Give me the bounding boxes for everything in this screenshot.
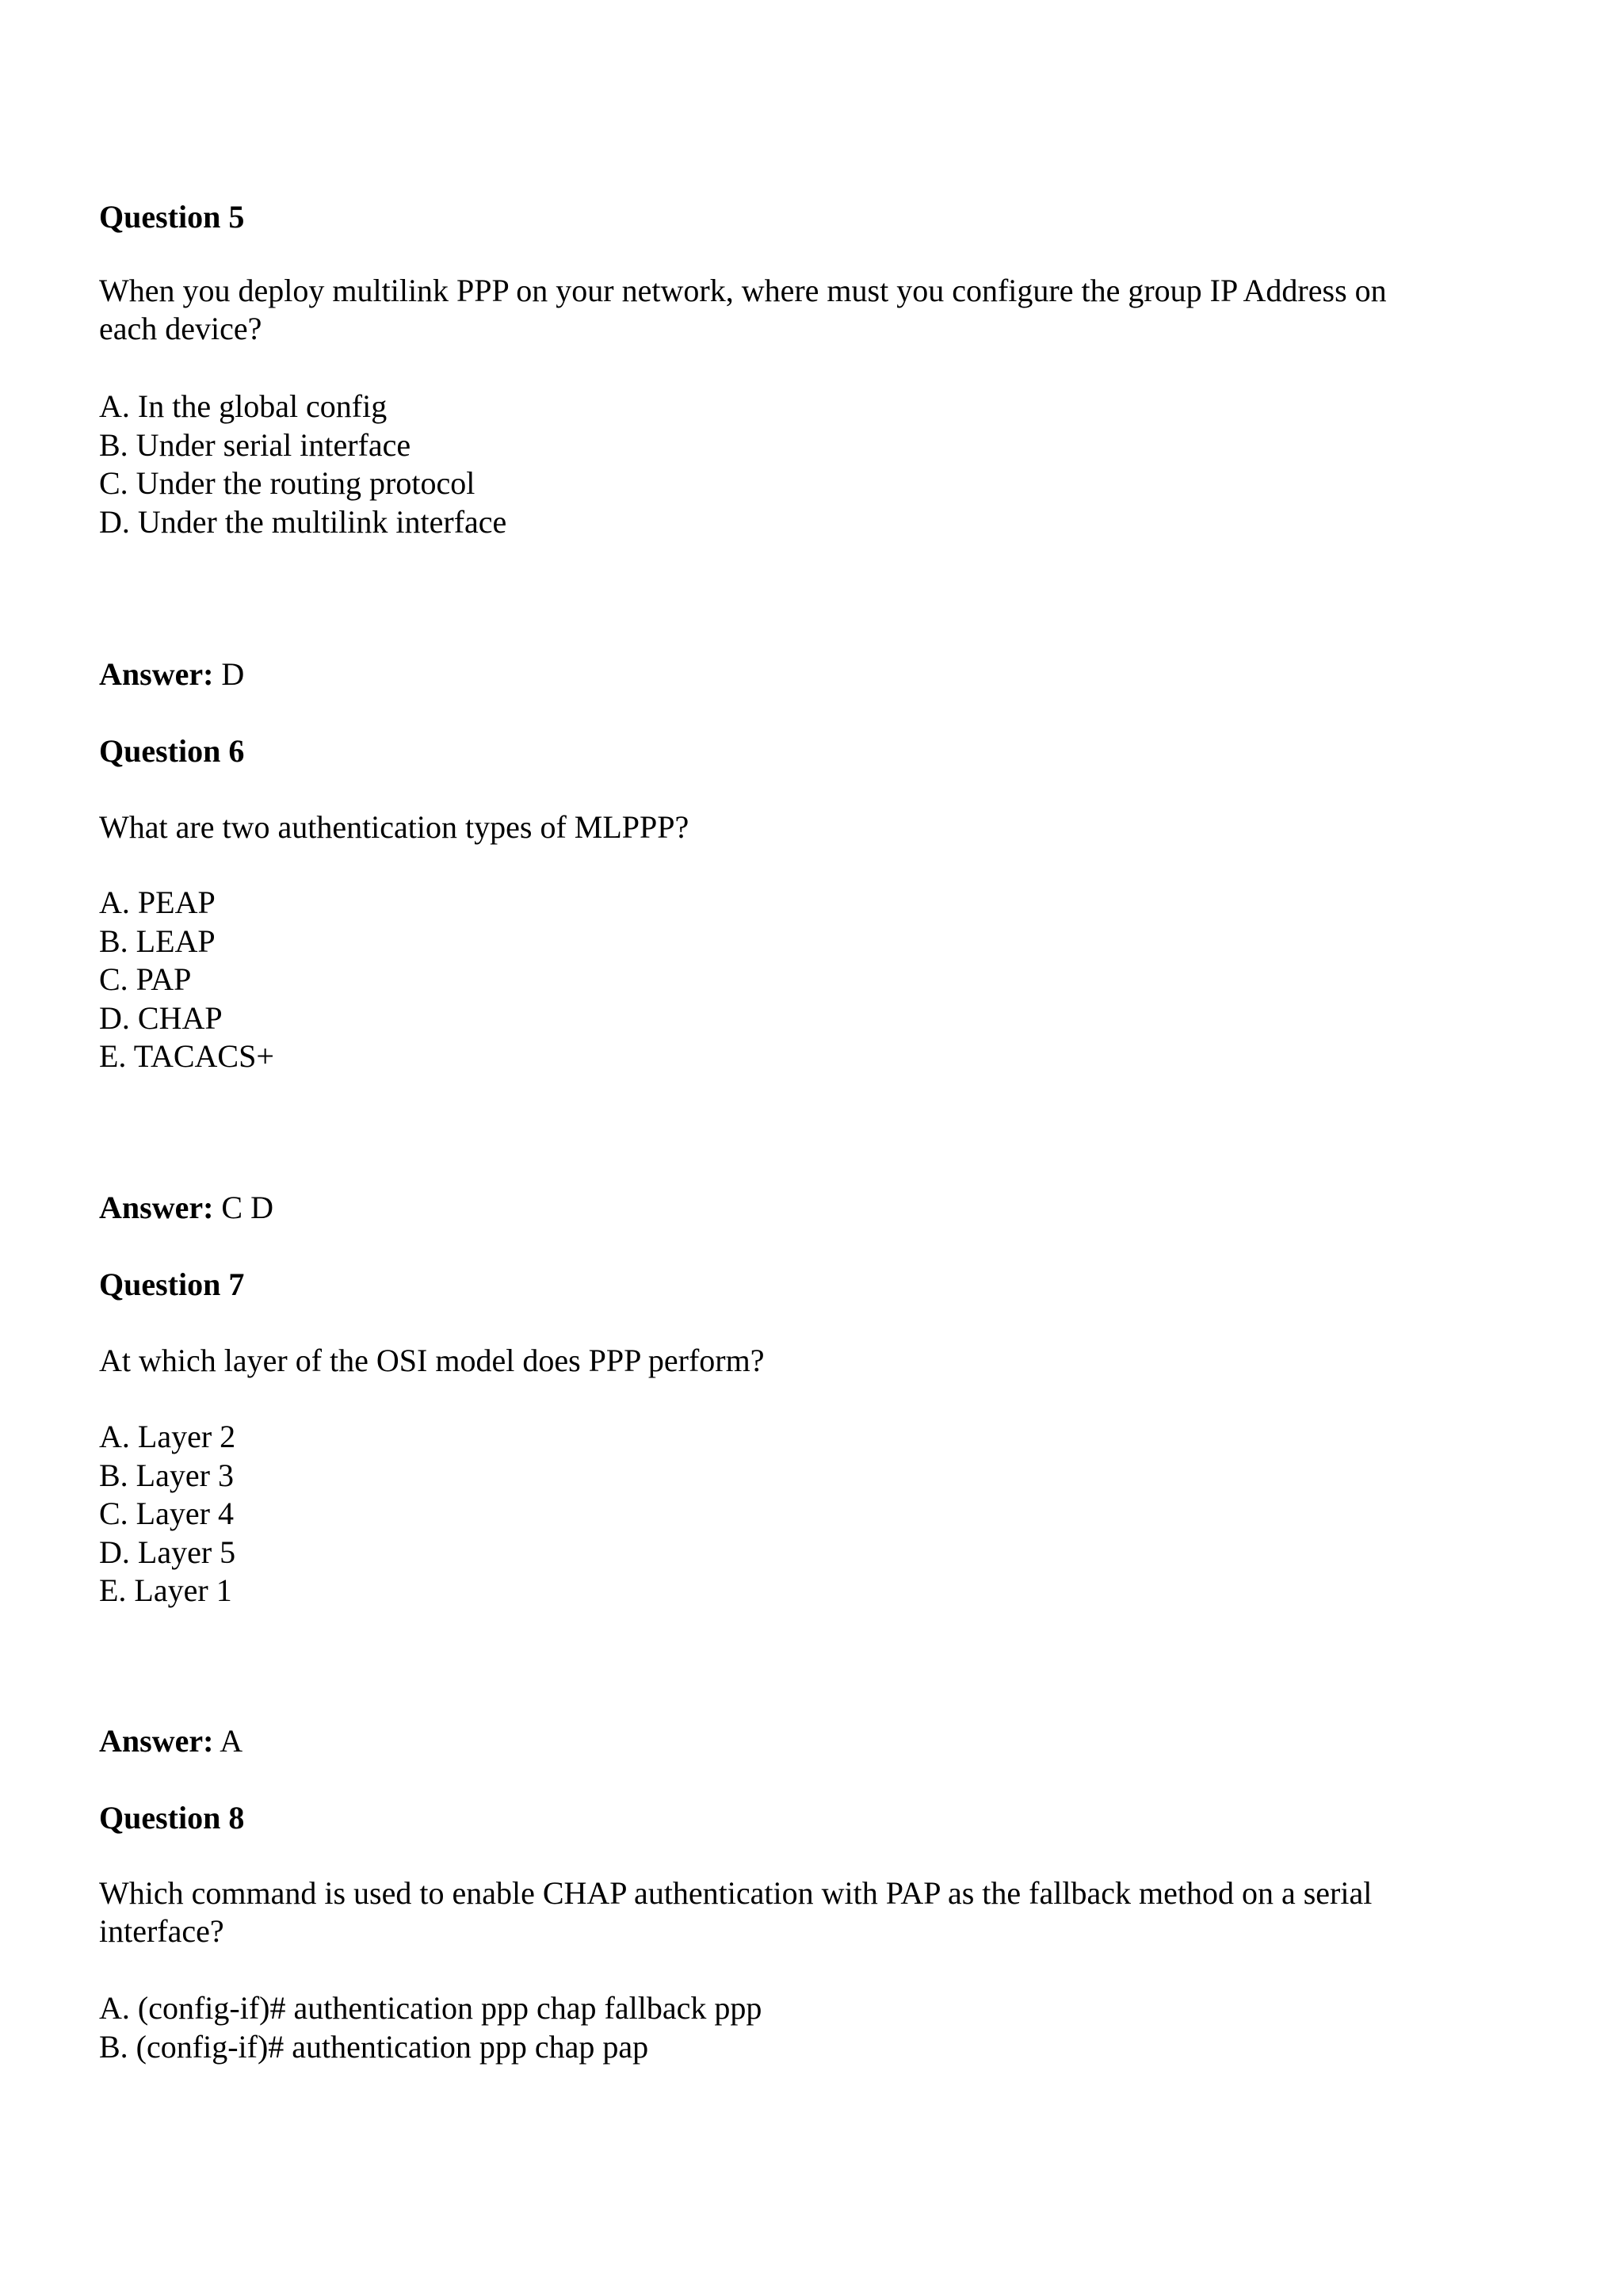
option-d: D. Layer 5 bbox=[99, 1534, 236, 1570]
option-e: E. Layer 1 bbox=[99, 1572, 232, 1608]
option-a: A. Layer 2 bbox=[99, 1419, 236, 1454]
option-c: C. PAP bbox=[99, 961, 192, 997]
option-b: B. (config-if)# authentication ppp chap pap bbox=[99, 2028, 649, 2065]
answer-value: A bbox=[220, 1723, 243, 1759]
answer-label: Answer: bbox=[99, 1723, 214, 1759]
option-c: C. Layer 4 bbox=[99, 1496, 234, 1531]
question-8-title: Question 8 bbox=[99, 1800, 245, 1836]
option-a: A. (config-if)# authentication ppp chap fallback ppp bbox=[99, 1990, 762, 2026]
question-5-text: When you deploy multilink PPP on your network, where must you configure the group IP Address on each device? bbox=[99, 273, 1387, 346]
option-e: E. TACACS+ bbox=[99, 1038, 274, 1074]
question-6-options bbox=[99, 884, 1446, 1076]
question-5-answer bbox=[99, 655, 1446, 693]
option-a: A. PEAP bbox=[99, 884, 216, 920]
question-5-options bbox=[99, 388, 1446, 541]
option-c: C. Under the routing protocol bbox=[99, 465, 475, 501]
answer-label: Answer: bbox=[99, 656, 214, 692]
option-d: D. CHAP bbox=[99, 999, 223, 1036]
question-7-options bbox=[99, 1418, 1446, 1610]
question-6-text: What are two authentication types of MLPPP? bbox=[99, 809, 689, 845]
option-a: A. In the global config bbox=[99, 388, 388, 424]
question-8-options bbox=[99, 1989, 1446, 2066]
option-b: B. LEAP bbox=[99, 923, 216, 959]
question-7-text: At which layer of the OSI model does PPP perform? bbox=[99, 1343, 765, 1378]
question-8-text: Which command is used to enable CHAP authentication with PAP as the fallback method on a serial interface? bbox=[99, 1875, 1373, 1949]
question-6-title: Question 6 bbox=[99, 733, 245, 769]
question-7-title: Question 7 bbox=[99, 1266, 245, 1302]
option-b: B. Layer 3 bbox=[99, 1457, 234, 1493]
answer-value: D bbox=[221, 656, 245, 692]
question-7-answer bbox=[99, 1722, 1446, 1760]
question-6-answer bbox=[99, 1189, 1446, 1227]
answer-label: Answer: bbox=[99, 1190, 214, 1225]
option-b: B. Under serial interface bbox=[99, 426, 411, 463]
question-5-title: Question 5 bbox=[99, 199, 245, 235]
option-d: D. Under the multilink interface bbox=[99, 503, 507, 540]
answer-value: C D bbox=[221, 1190, 273, 1225]
